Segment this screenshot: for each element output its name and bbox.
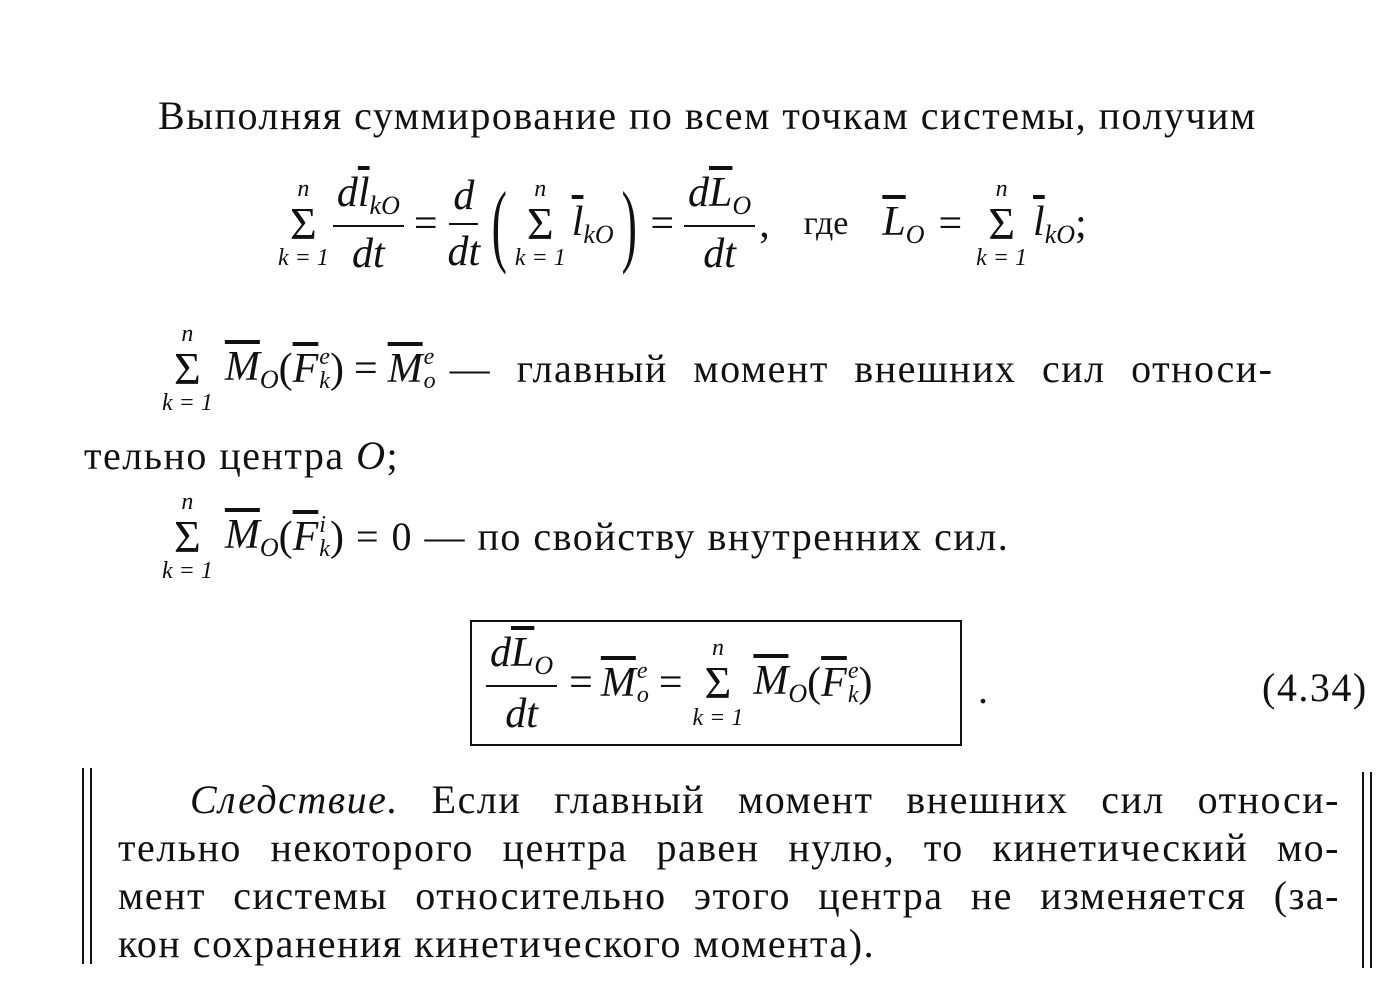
tail-var: $\overline{l}$ [1033, 198, 1045, 245]
external-moment-line: n Σ k = 1 $\overline{M}_O$ ( $\overline{F}$ e k ) = $\overline{M}$ e o — главный момент внешних сил относи- [162, 321, 1274, 417]
frac-den: dt [352, 231, 385, 277]
frac2-den: dt [447, 228, 481, 275]
tail-sum-upper: n [995, 175, 1008, 202]
M2-var: $\overline{M}$ [387, 345, 423, 392]
intro-text: Выполняя суммирование по всем точкам системы, получим [158, 93, 1257, 138]
frac-num-sub: kO [369, 191, 400, 220]
sum-lower-limit: k = 1 [278, 245, 329, 272]
equals-sign-3: = [938, 200, 963, 247]
inner-sum-symbol: n Σ k = 1 [514, 175, 566, 272]
F-sup: e [319, 343, 330, 370]
comma: , [759, 200, 770, 247]
frac3-num-d: d [688, 170, 710, 216]
F4-sup: i [319, 511, 326, 538]
frac-num-d: d [336, 170, 358, 216]
line3-semicolon: ; [386, 433, 400, 478]
L-var: $\overline{L}$ [882, 198, 906, 245]
corollary-line-3: мент системы относительно этого центра не изменяется (за- [118, 873, 1340, 918]
right-bar-1 [1362, 772, 1364, 968]
corollary-line-4: кон сохранения кинетического момента). [118, 921, 876, 966]
frac3-den: dt [703, 231, 736, 277]
F4-var: $\overline{F}$ [292, 513, 319, 560]
boxed-sum-lower: k = 1 [692, 704, 744, 731]
M2-sub: o [423, 367, 436, 394]
boxed-M: $\overline{M}$ [600, 660, 636, 706]
center-O: O [356, 433, 387, 478]
M4-var: $\overline{M}$ [224, 511, 260, 558]
left-paren: ( [491, 172, 508, 275]
sum-symbol-3: n Σ k = 1 [162, 489, 213, 585]
boxed-M-sub: o [636, 682, 649, 708]
inner-sum-upper: n [534, 175, 547, 202]
sum2-upper: n [181, 321, 194, 347]
where-word: где [803, 204, 849, 242]
boxed-M-sup: e [636, 658, 648, 684]
equals-sign: = [413, 200, 438, 247]
boxed-sum: n Σ k = 1 [692, 635, 744, 731]
sum3-lower: k = 1 [162, 558, 213, 585]
sum-upper-limit: n [297, 175, 310, 202]
inner-var: $\overline{l}$ [571, 198, 584, 245]
frac3-num-var: $\overline{L}$ [709, 170, 733, 216]
corollary-line-1 [190, 776, 1340, 823]
L-sub: O [905, 219, 925, 249]
M-sub: O [259, 364, 279, 394]
corollary-label: Следствие. [190, 777, 399, 822]
boxed-num-var: $\overline{L}$ [511, 629, 535, 676]
internal-moment-line: n Σ k = 1 $\overline{M}_O$ ( $\overline{F}$ i k ) = 0 — по свойству внутренних сил. [162, 489, 1010, 585]
boxed-den: dt [505, 690, 538, 737]
boxed-fraction [486, 629, 557, 737]
fraction-d-dt [447, 172, 481, 275]
sum-symbol-2: n Σ k = 1 [162, 321, 213, 417]
equation-number: (4.34) [1262, 665, 1368, 710]
tail-sum-symbol: n Σ k = 1 [976, 175, 1028, 272]
tail-sub: kO [1044, 219, 1076, 249]
tail-sum-lower: k = 1 [976, 245, 1028, 272]
fraction-dL-dt [684, 172, 755, 275]
boxed-M2-sub: O [788, 679, 808, 708]
sigma-glyph: Σ [290, 197, 317, 249]
M-var: $\overline{M}$ [224, 343, 260, 390]
sum-symbol [278, 177, 329, 270]
sum2-lower: k = 1 [162, 390, 213, 417]
F-var: $\overline{F}$ [292, 345, 319, 392]
semicolon: ; [1075, 200, 1087, 247]
boxed-num-d: d [490, 629, 511, 676]
boxed-F-sub: k [847, 682, 859, 708]
frac-num-var: $\overline{l}$ [357, 170, 370, 216]
inner-sub: kO [583, 219, 614, 249]
frac3-num-sub: O [732, 191, 752, 220]
boxed-M2: $\overline{M}$ [753, 658, 789, 704]
boxed-equation: $\frac{d\overline{L}_O}{dt}$ = $\overline{M}$ e o = n Σ k = 1 $\overline{M}_O$ ( $\overline{F}$ e k ) [470, 620, 962, 746]
equals-sign-2: = [650, 200, 675, 247]
line3-text [84, 432, 399, 479]
right-paren: ) [621, 172, 637, 275]
F-sub: k [319, 367, 330, 394]
boxed-period: . [978, 667, 990, 712]
boxed-F: $\overline{F}$ [821, 660, 847, 706]
right-bar-2 [1370, 772, 1372, 968]
left-bar-1 [82, 768, 84, 964]
boxed-num-sub: O [534, 650, 554, 680]
sum3-upper: n [181, 489, 194, 515]
fraction-dl-dt [333, 172, 404, 275]
inner-sum-lower: k = 1 [514, 245, 566, 272]
corollary-text-1: Если главный момент внешних сил относи- [398, 777, 1340, 822]
internal-moment-text: = 0 — по свойству внутренних сил. [355, 514, 1010, 560]
boxed-F-sup: e [847, 658, 859, 684]
F4-sub: k [319, 535, 330, 562]
equation-1 [278, 172, 1087, 275]
corollary-line-2: тельно некоторого центра равен нулю, то кинетический мо- [118, 825, 1340, 870]
frac2-num: d [449, 175, 478, 225]
external-moment-text: — главный момент внешних сил относи- [449, 346, 1274, 392]
M4-sub: O [259, 532, 279, 562]
line3-words: тельно центра [84, 433, 357, 478]
left-bar-2 [90, 768, 92, 964]
boxed-sum-upper: n [711, 635, 724, 662]
M2-sup: e [423, 343, 435, 370]
